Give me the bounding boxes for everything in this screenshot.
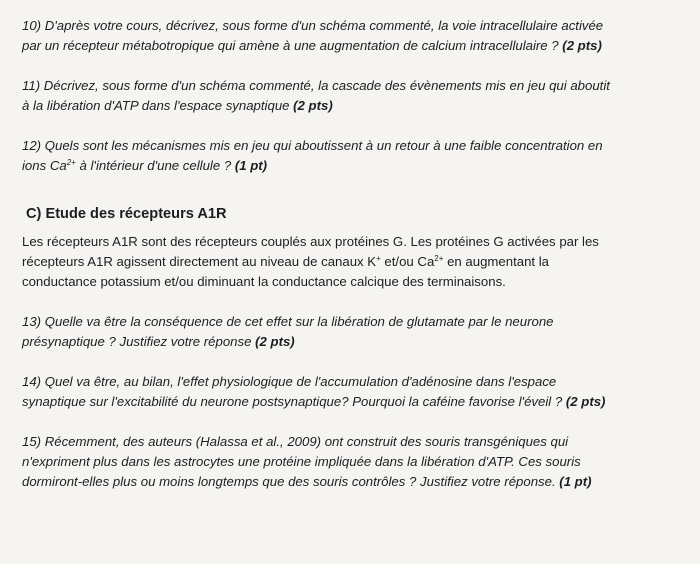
question-13-line-2: présynaptique ? Justifiez votre réponse [22, 334, 252, 349]
question-10-line-2: par un récepteur métabotropique qui amène à une augmentation de calcium intracellulaire ? [22, 38, 559, 53]
question-12-superscript: 2+ [66, 158, 76, 167]
question-12-line-2-start: ions Ca [22, 158, 67, 173]
question-12-line-1: 12) Quels sont les mécanismes mis en jeu qui aboutissent à un retour à une faible concentration en [22, 138, 603, 153]
calcium-superscript: 2+ [434, 254, 444, 263]
question-15 [22, 432, 680, 492]
question-12 [22, 136, 680, 176]
section-intro-line-3: conductance potassium et/ou diminuant la conductance calcique des terminaisons. [22, 274, 506, 289]
question-15-line-1: 15) Récemment, des auteurs (Halassa et al., 2009) ont construit des souris transgéniques qui [22, 434, 569, 449]
question-14-line-1: 14) Quel va être, au bilan, l'effet physiologique de l'accumulation d'adénosine dans l'espace [22, 374, 557, 389]
intro-line-2-part-c: en augmentant la [443, 254, 549, 269]
section-intro-line-1: Les récepteurs A1R sont des récepteurs couplés aux protéines G. Les protéines G activées par les [22, 234, 599, 249]
question-15-line-3: dormiront-elles plus ou moins longtemps que des souris contrôles ? Justifiez votre réponse. [22, 474, 556, 489]
question-14-line-2: synaptique sur l'excitabilité du neurone postsynaptique? Pourquoi la caféine favorise l'éveil ? [22, 394, 563, 409]
intro-line-2-part-a: récepteurs A1R agissent directement au niveau de canaux K [22, 254, 377, 269]
question-11-line-2: à la libération d'ATP dans l'espace synaptique [22, 98, 290, 113]
question-11-line-1: 11) Décrivez, sous forme d'un schéma commenté, la cascade des évènements mis en jeu qui aboutit [22, 78, 610, 93]
question-14 [22, 372, 680, 412]
section-intro [22, 232, 680, 292]
question-11 [22, 76, 680, 116]
potassium-superscript: + [376, 254, 381, 263]
question-10 [22, 16, 680, 56]
question-10-points: (2 pts) [562, 38, 602, 53]
question-10-line-1: 10) D'après votre cours, décrivez, sous forme d'un schéma commenté, la voie intracellulaire activée [22, 18, 604, 33]
question-14-points: (2 pts) [565, 394, 606, 409]
question-13-points: (2 pts) [255, 334, 295, 349]
question-13-line-1: 13) Quelle va être la conséquence de cet effet sur la libération de glutamate par le neurone [22, 314, 554, 329]
section-title: C) Etude des récepteurs A1R [26, 206, 227, 222]
question-15-points: (1 pt) [559, 474, 592, 489]
question-12-line-2-end: à l'intérieur d'une cellule ? [75, 158, 232, 173]
question-15-line-2: n'expriment plus dans les astrocytes une protéine impliquée dans la libération d'ATP. Ces souris [22, 454, 581, 469]
intro-line-2-part-b: et/ou Ca [380, 254, 435, 269]
question-11-points: (2 pts) [293, 98, 333, 113]
question-13 [22, 312, 680, 352]
question-12-points: (1 pt) [234, 158, 268, 173]
section-intro-line-2 [22, 252, 680, 272]
